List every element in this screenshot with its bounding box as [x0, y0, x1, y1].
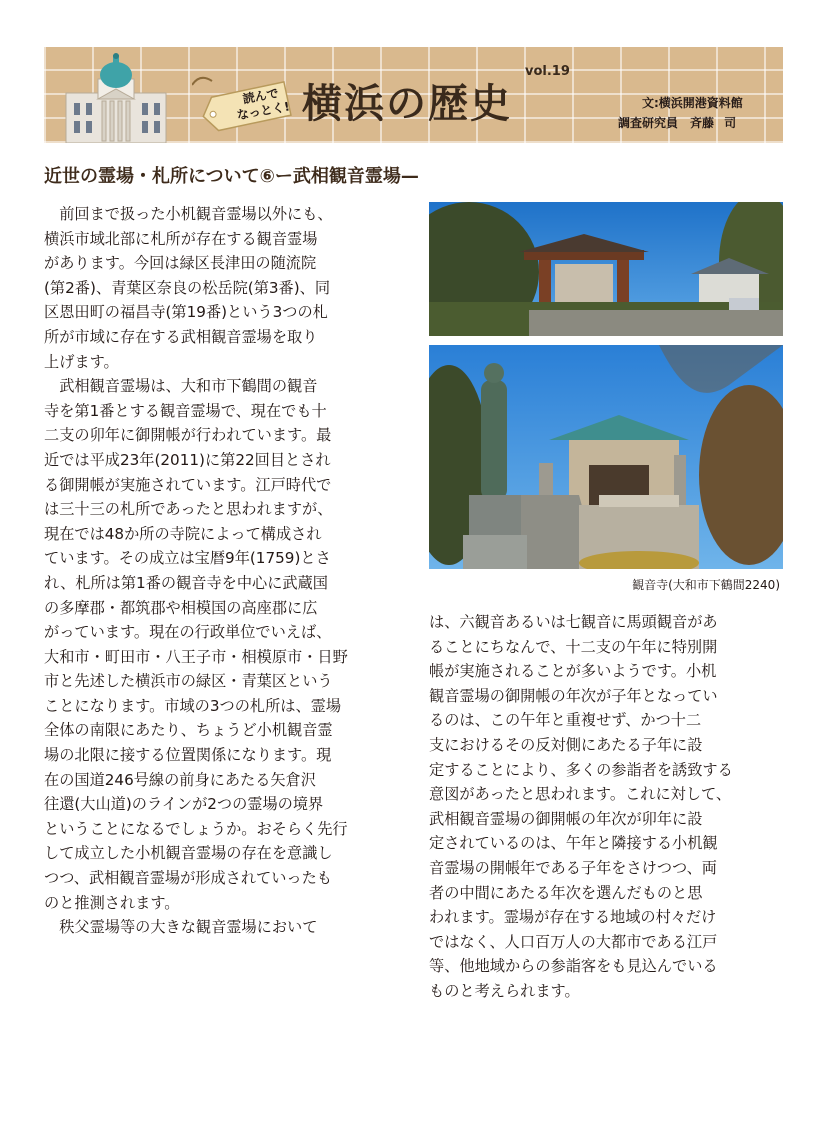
author-credit-org: 文:横浜開港資料館 — [642, 96, 743, 110]
text-line: 所が市域に存在する武相観音霊場を取り — [44, 327, 318, 346]
text-line: 横浜市域北部に札所が存在する観音霊場 — [44, 229, 318, 248]
text-line: ではなく、人口百万人の大都市である江戸 — [429, 932, 718, 951]
text-line: るのは、この午年と重複せず、かつ十二 — [429, 711, 702, 730]
text-line: の多摩郡・都筑郡や相模国の高座郡に広 — [44, 598, 318, 617]
text-line: れ、札所は第1番の観音寺を中心に武蔵国 — [44, 573, 328, 592]
text-line: 定されているのは、午年と隣接する小机観 — [429, 834, 718, 853]
article-body-left — [44, 202, 404, 940]
text-line: 支におけるその反対側にあたる子年に設 — [429, 735, 703, 754]
text-line: 区恩田町の福昌寺(第19番)という3つの札 — [44, 303, 328, 322]
text-line: のと推測されます。 — [44, 893, 180, 912]
text-line: は、六観音あるいは七観音に馬頭観音があ — [429, 613, 718, 631]
text-line: 秩父霊場等の大きな観音霊場において — [59, 918, 318, 937]
text-line: ています。その成立は宝暦9年(1759)とさ — [44, 549, 331, 568]
text-line: (第2番)、青葉区奈良の松岳院(第3番)、同 — [44, 278, 331, 297]
text-line: つつ、武相観音霊場が形成されていったも — [44, 869, 332, 888]
text-line: 現在では48か所の寺院によって構成され — [44, 524, 322, 543]
text-line: 上げます。 — [44, 352, 119, 371]
museum-building-icon — [58, 53, 188, 143]
article-body-right — [429, 610, 784, 1004]
text-line: して成立した小机観音霊場の存在を意識し — [44, 844, 333, 863]
text-line: 往還(大山道)のラインが2つの霊場の境界 — [44, 795, 324, 814]
text-line: 意図があったと思われます。これに対して、 — [429, 785, 732, 804]
text-line: がっています。現在の行政単位でいえば、 — [44, 623, 332, 642]
text-line: ことになります。市域の3つの札所は、霊場 — [44, 696, 342, 715]
kannon-statue-temple-photo — [429, 345, 783, 569]
text-line: 武相観音霊場の御開帳の年次が卯年に設 — [429, 809, 703, 828]
text-line: 在の国道246号線の前身にあたる矢倉沢 — [44, 770, 316, 789]
text-line: 者の中間にあたる年次を選んだものと思 — [429, 883, 703, 902]
text-line: 観音霊場の御開帳の年次が子年となってい — [429, 686, 718, 705]
text-line: 二支の卯年に御開帳が行われています。最 — [44, 426, 332, 445]
text-line: 武相観音霊場は、大和市下鶴間の観音 — [59, 377, 318, 396]
text-line: 等、他地域からの参詣客をも見込んでいる — [429, 957, 718, 976]
text-line: があります。今回は緑区長津田の随流院 — [44, 254, 317, 273]
article-heading: 近世の霊場・札所について⑥ー武相観音霊場— — [44, 166, 419, 187]
text-line: 市と先述した横浜市の緑区・青葉区という — [44, 672, 333, 691]
text-line: 大和市・町田市・八王子市・相模原市・日野 — [44, 647, 348, 666]
text-line: ることにちなんで、十二支の午年に特別開 — [429, 637, 718, 656]
text-line: 前回まで扱った小机観音霊場以外にも、 — [59, 205, 333, 223]
text-line: 近では平成23年(2011)に第22回目とされ — [44, 450, 331, 469]
text-line: る御開帳が実施されています。江戸時代で — [44, 475, 332, 494]
text-line: 帳が実施されることが多いようです。小机 — [429, 662, 717, 681]
text-line: われます。霊場が存在する地域の村々だけ — [429, 908, 717, 927]
tag-text: 読んで なっとく! — [235, 86, 291, 123]
text-line: ということになるでしょうか。おそらく先行 — [44, 819, 348, 838]
temple-gate-photo — [429, 202, 783, 336]
text-line: は三十三の札所であったと思われますが、 — [44, 500, 333, 519]
page-title: 横浜の歴史 — [302, 80, 512, 127]
text-line: 音霊場の開帳年である子年をさけつつ、両 — [429, 858, 717, 877]
text-line: 全体の南限にあたり、ちょうど小机観音霊 — [44, 721, 333, 740]
photo-caption: 観音寺(大和市下鶴間2240) — [632, 578, 780, 592]
text-line: 定することにより、多くの参詣者を誘致する — [429, 760, 733, 779]
text-line: 寺を第1番とする観音霊場で、現在でも十 — [44, 401, 327, 420]
header-banner — [44, 47, 783, 143]
text-line: 場の北限に接する位置関係になります。現 — [44, 746, 332, 765]
volume-number: vol.19 — [525, 64, 570, 79]
text-line: ものと考えられます。 — [429, 981, 580, 1000]
author-credit-name: 調査研究員 斉藤 司 — [618, 116, 737, 130]
